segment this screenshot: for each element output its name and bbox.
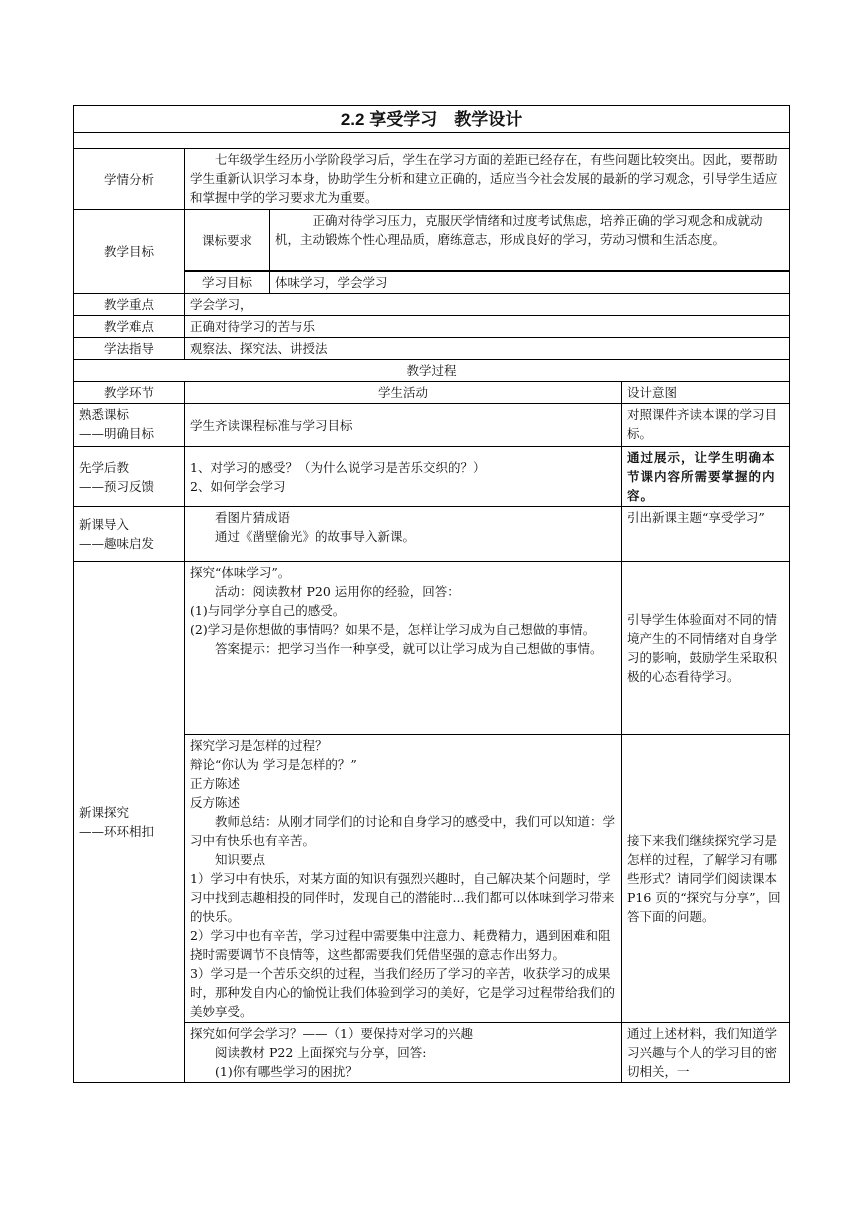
stage-title: 熟悉课标 <box>79 407 130 422</box>
explore-intent-2: 接下来我们继续探究学习是怎样的过程，了解学习有哪些形式？请同学们阅读课本 P16 页的“探究与分享”，回答下面的问题。 <box>622 735 790 1023</box>
stage-cell-3 <box>74 507 185 562</box>
activity-line: 反方陈述 <box>190 795 241 810</box>
explore-activity-3 <box>185 1023 622 1083</box>
activity-line: 阅读教材 P22 上面探究与分享，回答: <box>215 1045 427 1060</box>
stage-subtitle: ——趣味启发 <box>79 536 155 551</box>
explore-activity-2 <box>185 735 622 1023</box>
activity-line: 探究如何学会学习？——（1）要保持对学习的兴趣 <box>190 1026 473 1041</box>
activity-cell-2 <box>185 447 622 507</box>
activity-line: 1、对学习的感受？（为什么说学习是苦乐交织的？） <box>190 459 486 475</box>
stage-cell-explore <box>74 562 185 1083</box>
stage-subtitle: ——预习反馈 <box>79 478 155 494</box>
col-intent-header: 设计意图 <box>622 382 790 404</box>
lesson-plan-table <box>73 105 790 1083</box>
xuefa-label: 学法指导 <box>74 338 185 360</box>
xuexi-label: 学习目标 <box>185 272 270 294</box>
activity-cell-3 <box>185 507 622 562</box>
xuexi-text: 体味学习，学会学习 <box>270 272 790 294</box>
intent-cell-2: 通过展示，让学生明确本节课内容所需要掌握的内容。 <box>622 447 790 507</box>
activity-line: 正方陈述 <box>190 776 241 791</box>
activity-line: 探究“体味学习”。 <box>190 565 291 580</box>
activity-line: 2）学习中也有辛苦，学习过程中需要集中注意力、耗费精力，遇到困难和阻挠时需要调节不良情等，这些都需要我们凭借坚强的意志作出努力。 <box>190 928 611 962</box>
zhongdian-text: 学会学习， <box>185 294 790 316</box>
activity-line: 探究学习是怎样的过程？ <box>190 738 328 753</box>
activity-line: (2)学习是你想做的事情吗？如果不是，怎样让学习成为自己想做的事情。 <box>190 622 596 637</box>
explore-intent-1: 引导学生体验面对不同的情境产生的不同情绪对自身学习的影响，鼓励学生采取积极的心态看待学习。 <box>622 562 790 735</box>
zhongdian-label: 教学重点 <box>74 294 185 316</box>
stage-title: 新课导入 <box>79 517 130 532</box>
activity-line: 2、如何学会学习 <box>190 478 286 494</box>
stage-cell-2 <box>74 447 185 507</box>
process-heading: 教学过程 <box>74 360 790 382</box>
xuefa-text: 观察法、探究法、讲授法 <box>185 338 790 360</box>
xueqing-label: 学情分析 <box>74 149 185 210</box>
lesson-plan-page <box>73 105 789 1083</box>
kebiao-text: 正确对待学习压力，克服厌学情绪和过度考试焦虑，培养正确的学习观念和成就动机，主动锻炼个性心理品质，磨练意志，形成良好的学习，劳动习惯和生活态度。 <box>270 210 790 271</box>
blank-row <box>74 133 790 149</box>
activity-line: 知识要点 <box>215 852 266 867</box>
activity-line: (1)与同学分享自己的感受。 <box>190 603 346 618</box>
activity-line: 3）学习是一个苦乐交织的过程，当我们经历了学习的辛苦，收获学习的成果时，那种发自内心的愉悦让我们体验到学习的美好，它是学习过程带给我们的美妙享受。 <box>190 966 616 1019</box>
stage-title: 先学后教 <box>79 459 130 475</box>
kebiao-label: 课标要求 <box>185 210 270 271</box>
activity-line: 1）学习中有快乐，对某方面的知识有强烈兴趣时，自己解决某个问题时，学习中找到志趣相投的同伴时，发现自己的潜能时...我们都可以体味到学习带来的快乐。 <box>190 871 615 924</box>
mubiao-label: 教学目标 <box>74 210 185 294</box>
activity-line: 看图片猜成语 <box>215 510 291 525</box>
explore-intent-3: 通过上述材料，我们知道学习兴趣与个人的学习目的密切相关，一 <box>622 1023 790 1083</box>
stage-subtitle: ——明确目标 <box>79 426 155 441</box>
page-title: 2.2 享受学习 教学设计 <box>74 106 790 133</box>
explore-activity-1 <box>185 562 622 735</box>
activity-line: 通过《凿壁偷光》的故事导入新课。 <box>215 529 416 544</box>
intent-cell-1: 对照课件齐读本课的学习目标。 <box>622 404 790 447</box>
activity-line: 答案提示：把学习当作一种享受，就可以让学习成为自己想做的事情。 <box>215 641 603 656</box>
intent-cell-3: 引出新课主题“享受学习” <box>622 507 790 562</box>
stage-title: 新课探究 <box>79 805 130 820</box>
col-stage-header: 教学环节 <box>74 382 185 404</box>
activity-line: 活动：阅读教材 P20 运用你的经验，回答： <box>215 584 460 599</box>
activity-line: (1)你有哪些学习的困扰？ <box>215 1064 358 1079</box>
activity-line: 教师总结：从刚才同学们的讨论和自身学习的感受中，我们可以知道：学习中有快乐也有辛苦。 <box>190 814 616 848</box>
col-activity-header: 学生活动 <box>185 382 622 404</box>
nandian-label: 教学难点 <box>74 316 185 338</box>
activity-cell-1 <box>185 404 622 447</box>
stage-subtitle: ——环环相扣 <box>79 824 155 839</box>
xueqing-text: 七年级学生经历小学阶段学习后，学生在学习方面的差距已经存在，有些问题比较突出。因此，要帮助学生重新认识学习本身，协助学生分析和建立正确的，适应当今社会发展的最新的学习观念，引导学生适应和掌握中学的学习要求尤为重要。 <box>185 149 790 210</box>
activity-line: 辩论“你认为 学习是怎样的？” <box>190 757 357 772</box>
stage-cell-1 <box>74 404 185 447</box>
nandian-text: 正确对待学习的苦与乐 <box>185 316 790 338</box>
activity-line: 学生齐读课程标准与学习目标 <box>190 417 353 433</box>
